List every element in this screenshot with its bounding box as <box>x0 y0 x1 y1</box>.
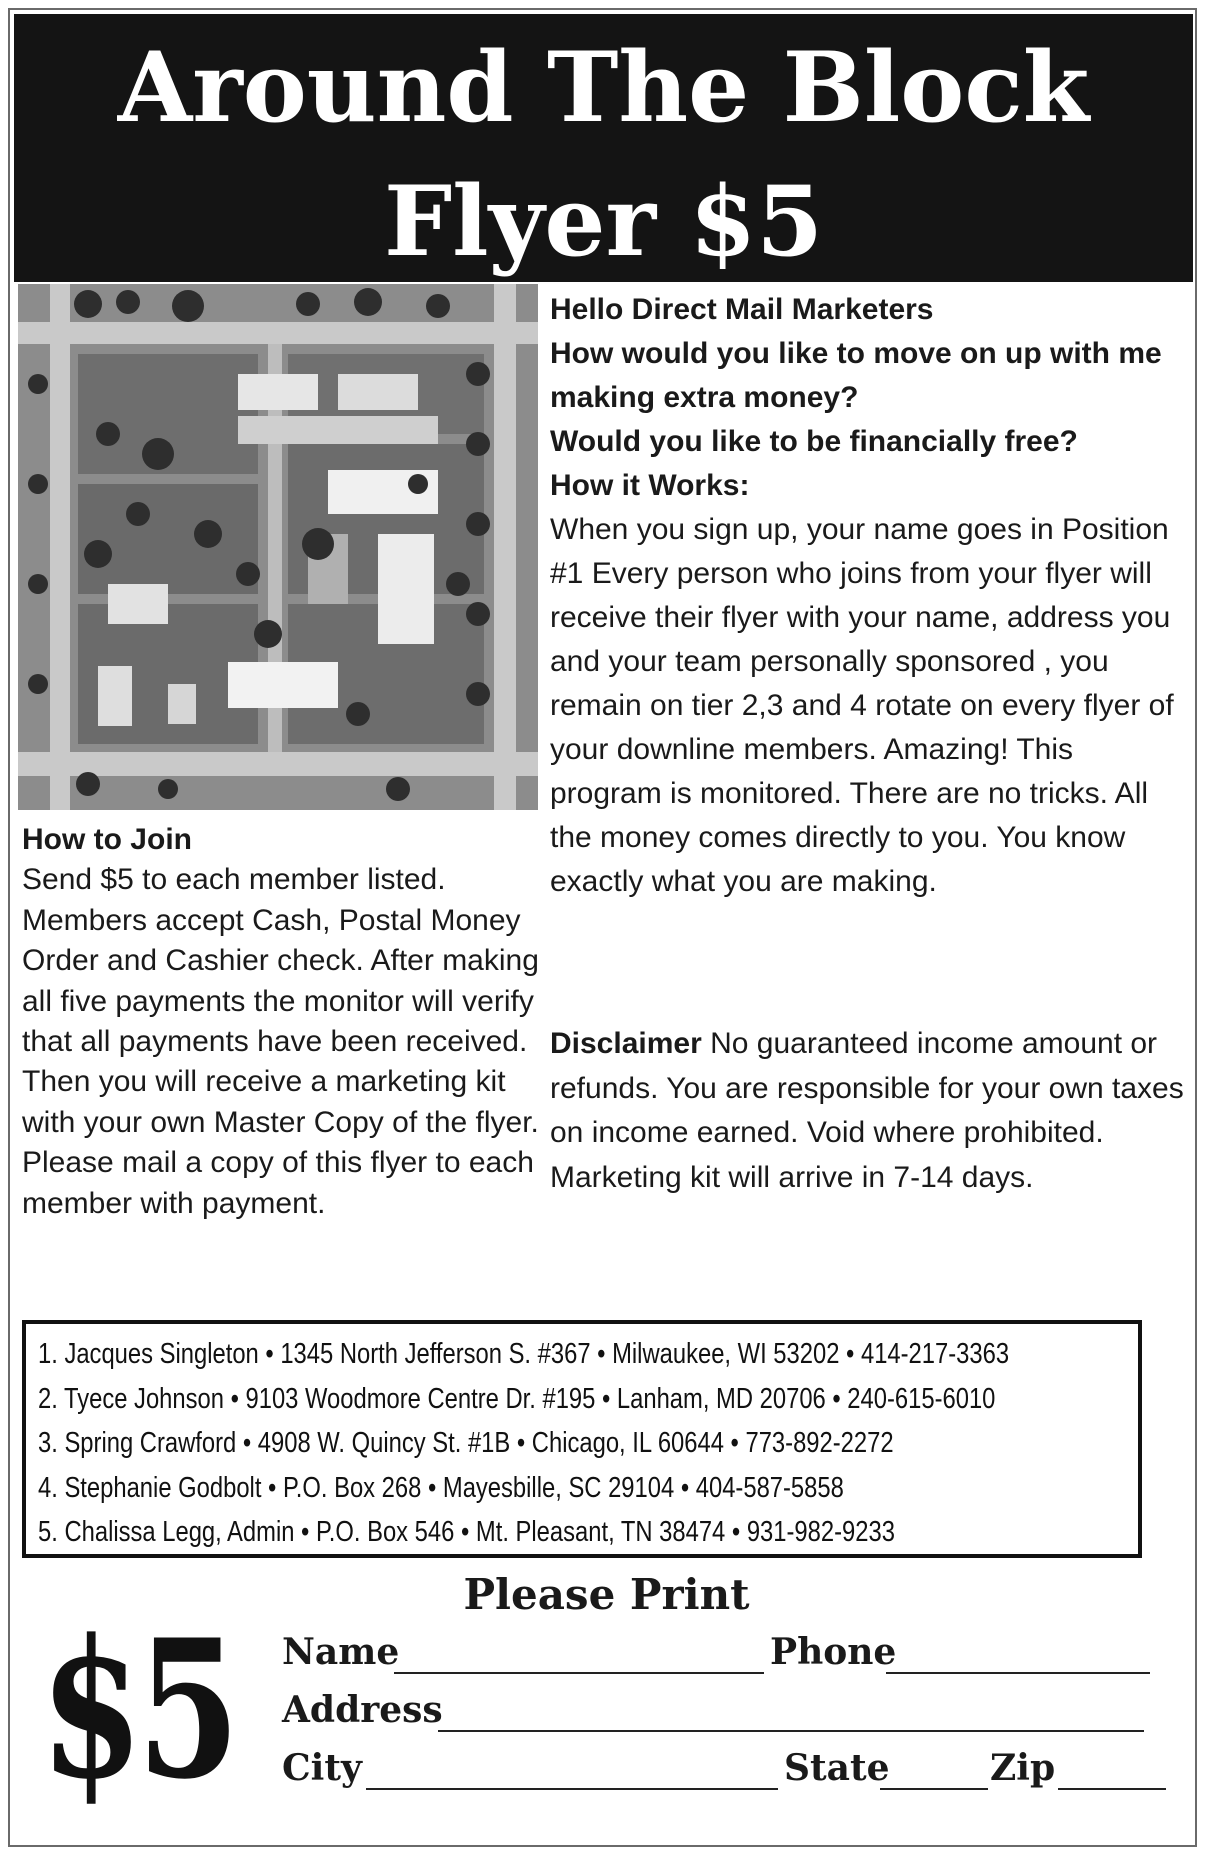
zip-label: Zip <box>990 1747 1056 1789</box>
member-row: 1. Jacques Singleton • 1345 North Jefferson S. #367 • Milwaukee, WI 53202 • 414-217-3363 <box>38 1338 1010 1370</box>
zip-line[interactable] <box>1058 1788 1166 1790</box>
how-it-works-body: When you sign up, your name goes in Position #1 Every person who joins from your flyer will receive their flyer with your name, address you and your team personally sponsored , you remain on tier 2,3 and 4 rotate on every flyer of your downline members. Amazing! This program is monitored. There are no tricks. All the money comes directly to you. You know exactly what you are making. <box>550 513 1174 898</box>
state-label: State <box>784 1747 890 1789</box>
state-line[interactable] <box>880 1788 988 1790</box>
city-label: City <box>282 1747 362 1789</box>
how-to-join-heading: How to Join <box>22 823 192 856</box>
city-line[interactable] <box>366 1788 778 1790</box>
phone-label: Phone <box>770 1631 897 1673</box>
please-print-heading: Please Print <box>463 1570 750 1619</box>
phone-line[interactable] <box>886 1672 1150 1674</box>
how-to-join <box>22 820 542 1224</box>
aerial-photo <box>18 284 538 810</box>
member-row: 2. Tyece Johnson • 9103 Woodmore Centre Dr. #195 • Lanham, MD 20706 • 240-615-6010 <box>38 1382 996 1415</box>
address-line[interactable] <box>438 1730 1144 1732</box>
header-title: Around The Block <box>117 31 1090 144</box>
question-financially-free: Would you like to be financially free? <box>550 425 1078 458</box>
disclaimer-text: No guaranteed income amount or refunds. You are responsible for your own taxes on income earned. Void where prohibited. Marketing kit will arrive in 7-14 days. <box>550 1027 1184 1194</box>
member-row: 4. Stephanie Godbolt • P.O. Box 268 • Mayesbille, SC 29104 • 404-587-5858 <box>38 1471 844 1504</box>
price-label: $5 <box>40 1598 234 1821</box>
greeting: Hello Direct Mail Marketers <box>550 293 934 326</box>
question-extra-money: How would you like to move on up with me making extra money? <box>550 337 1162 414</box>
member-list <box>22 1320 1142 1558</box>
name-line[interactable] <box>394 1672 764 1674</box>
member-row: 5. Chalissa Legg, Admin • P.O. Box 546 • Mt. Pleasant, TN 38474 • 931-982-9233 <box>38 1516 895 1548</box>
disclaimer-label: Disclaimer <box>550 1027 702 1060</box>
disclaimer <box>550 1022 1190 1200</box>
header-subtitle: Flyer $5 <box>383 165 824 278</box>
address-label: Address <box>282 1689 443 1731</box>
flyer-header <box>14 14 1193 282</box>
name-label: Name <box>282 1631 400 1673</box>
intro-text <box>550 288 1190 904</box>
how-to-join-body: Send $5 to each member listed. Members accept Cash, Postal Money Order and Cashier check. After making all five payments the monitor will verify that all payments have been received. Then you will receive a marketing kit with your own Master Copy of the flyer. Please mail a copy of this flyer to each member with payment. <box>22 863 539 1220</box>
how-it-works-heading: How it Works: <box>550 469 750 502</box>
member-row: 3. Spring Crawford • 4908 W. Quincy St. #1B • Chicago, IL 60644 • 773-892-2272 <box>38 1427 894 1459</box>
